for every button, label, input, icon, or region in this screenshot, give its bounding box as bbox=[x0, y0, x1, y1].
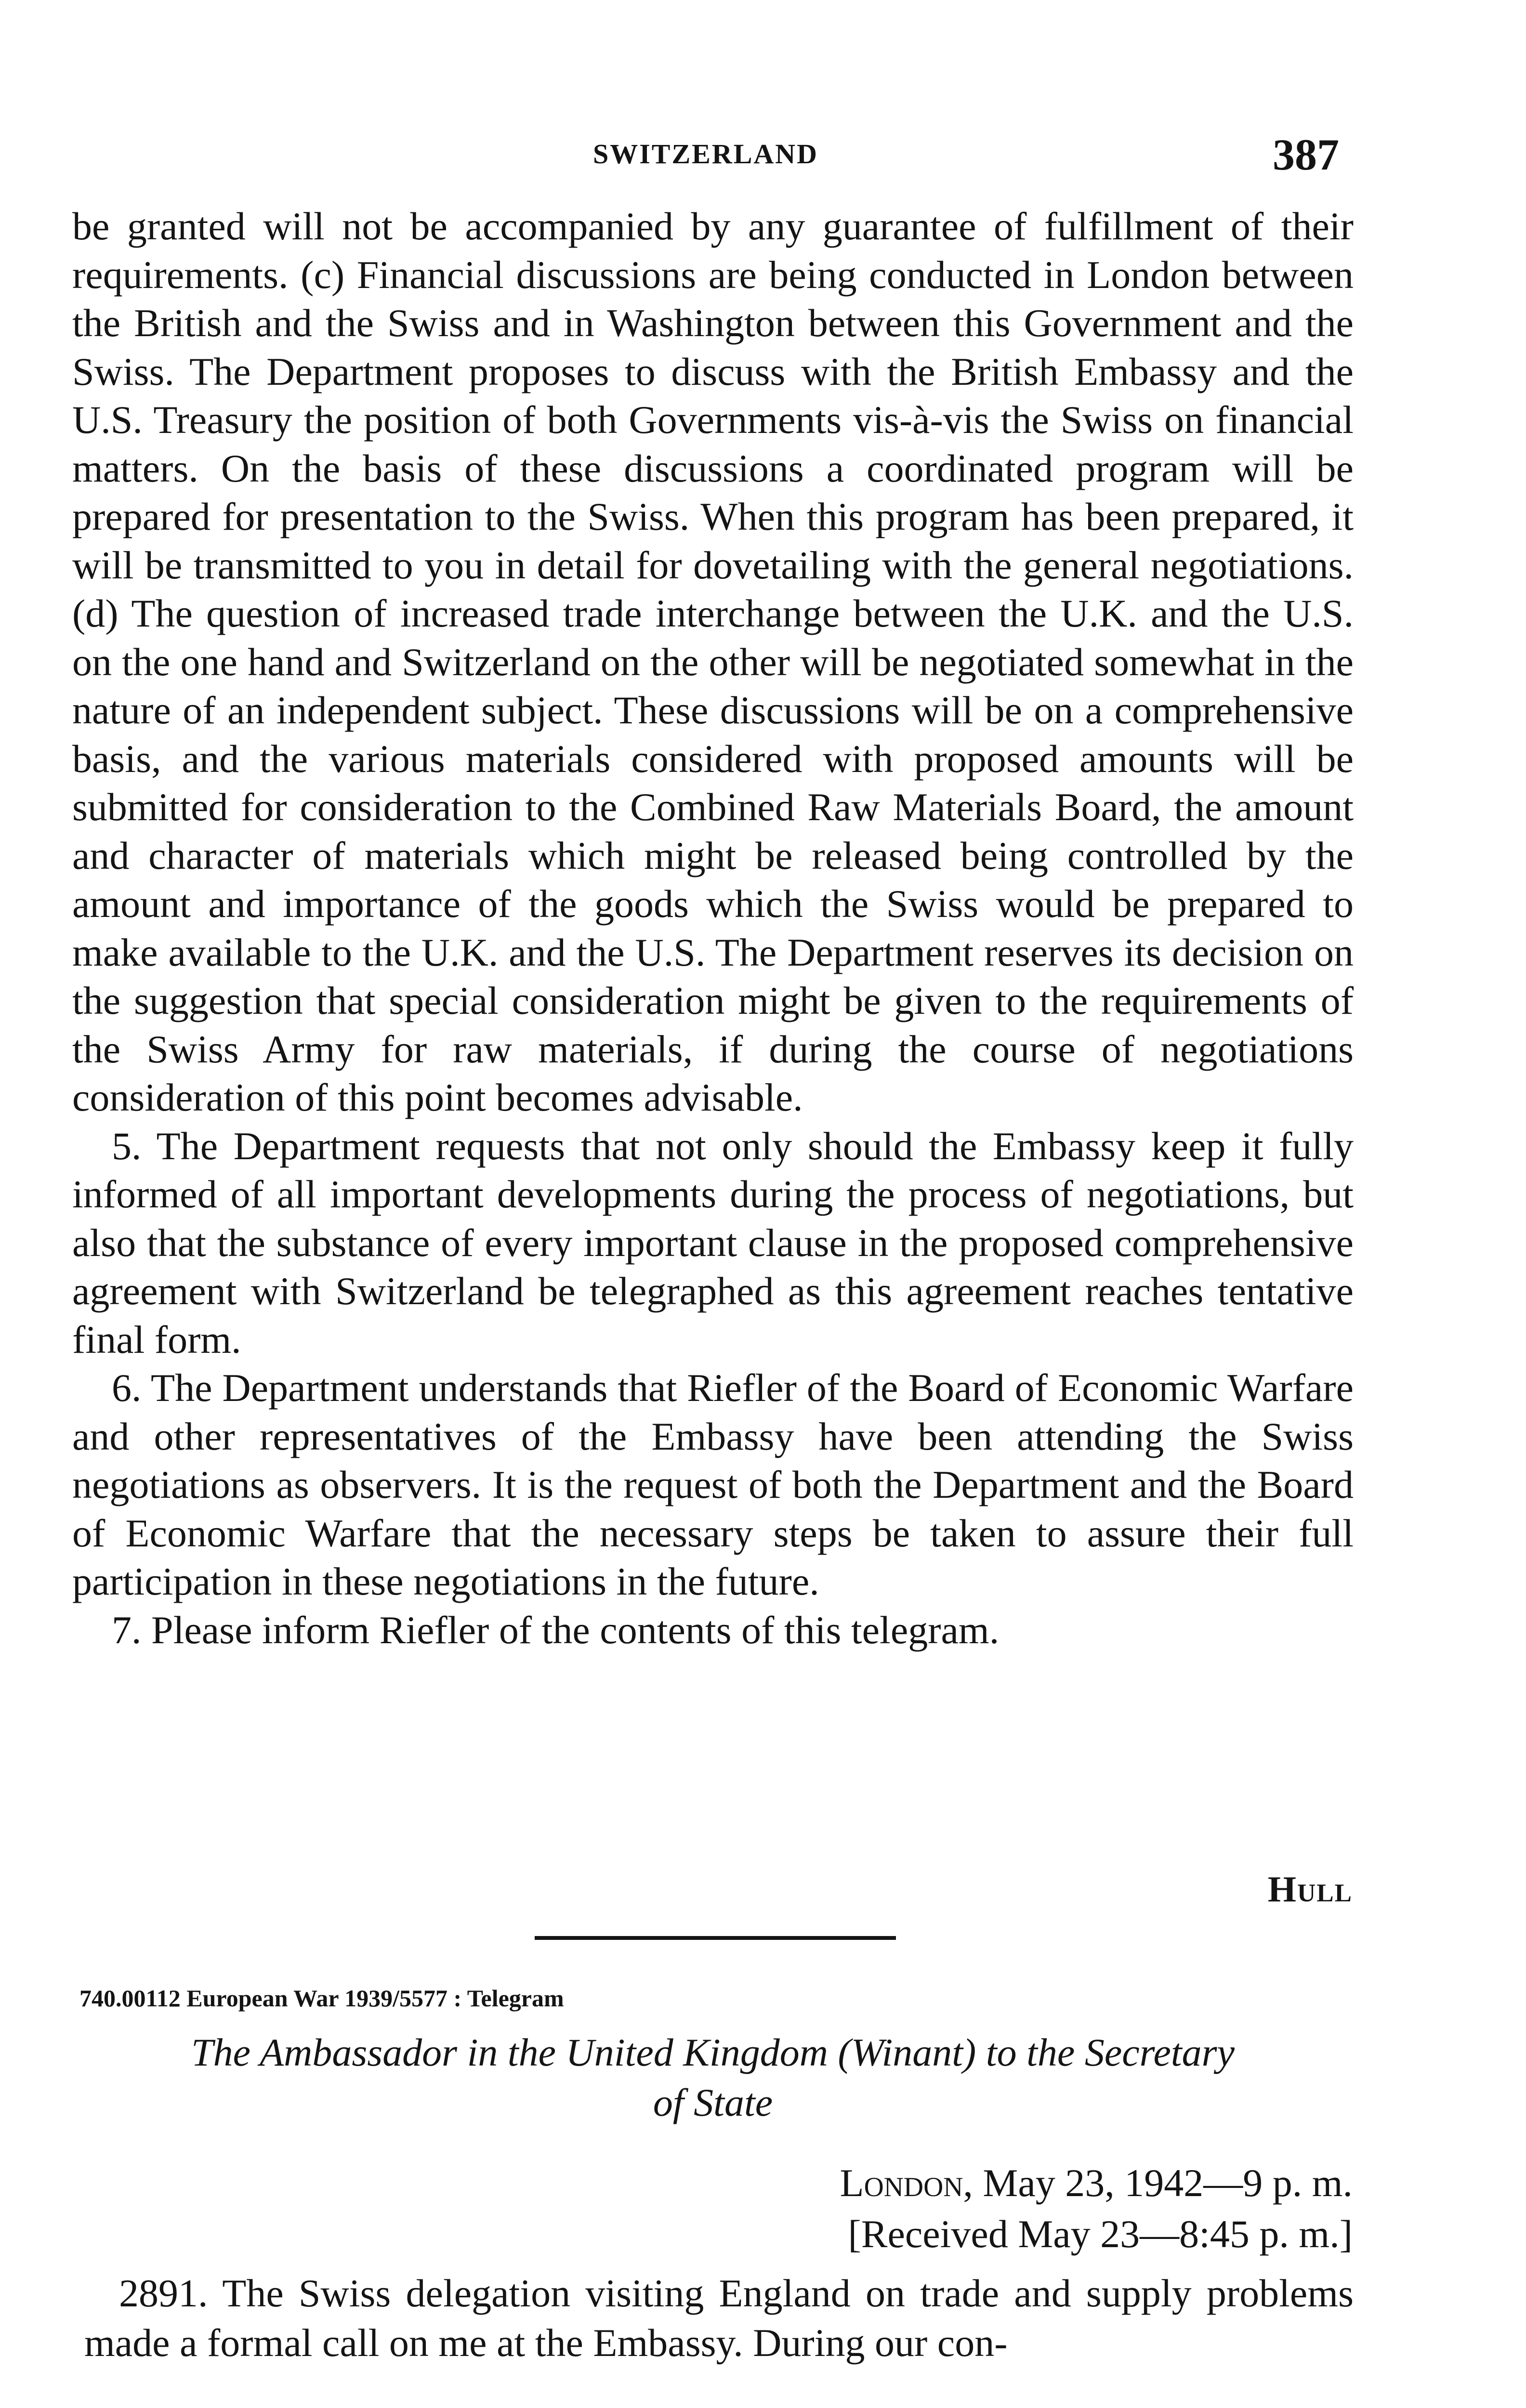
telegram-body bbox=[72, 202, 1354, 1654]
dateline-date: , May 23, 1942—9 p. m. bbox=[963, 2161, 1353, 2205]
signature: Hull bbox=[1267, 1869, 1353, 1910]
running-head bbox=[72, 129, 1339, 182]
dateline bbox=[840, 2158, 1353, 2260]
dateline-place: London bbox=[840, 2161, 963, 2205]
dateline-sent bbox=[840, 2158, 1353, 2209]
running-title: SWITZERLAND bbox=[592, 138, 819, 170]
dateline-received: [Received May 23—8:45 p. m.] bbox=[848, 2212, 1353, 2256]
paragraph-5: 5. The Department requests that not only should the Embassy keep it fully informed of all important developments during the process of negotiations, but also that the substance of every important clause in the proposed comprehensive agreement with Switzerland be telegraphed as this agreement reaches tentative final form. bbox=[72, 1124, 1354, 1361]
paragraph-2891: 2891. The Swiss delegation visiting England on trade and supply problems made a formal call on me at the Embassy. During our con- bbox=[84, 2271, 1354, 2365]
heading-line-1: The Ambassador in the United Kingdom (Winant) to the Secretary bbox=[191, 2030, 1235, 2074]
document-heading bbox=[72, 2028, 1354, 2128]
paragraph-continued: be granted will not be accompanied by any guarantee of fulfillment of their requirements. (c) Financial discussions are being conducted in London between the British and the Swiss and in Washington between this Government and the Swiss. The Department proposes to discuss with the British Embassy and the U.S. Treasury the position of both Governments vis-à-vis the Swiss on financial matters. On the basis of these discussions a coordinated program will be prepared for presentation to the Swiss. When this program has been prepared, it will be transmitted to you in detail for dovetailing with the general negotiations. (d) The question of increased trade interchange between the U.K. and the U.S. on the one hand and Switzerland on the other will be negotiated somewhat in the nature of an independent subject. These discussions will be on a comprehensive basis, and the various materials considered with proposed amounts will be submitted for consideration to the Combined Raw Materials Board, the amount and character of materials which might be released being controlled by the amount and importance of the goods which the Swiss would be prepared to make available to the U.K. and the U.S. The Department reserves its decision on the suggestion that special consideration might be given to the requirements of the Swiss Army for raw materials, if during the course of negotiations consideration of this point becomes advisable. bbox=[72, 204, 1354, 1119]
page-number: 387 bbox=[1273, 130, 1339, 179]
section-divider bbox=[535, 1936, 896, 1940]
paragraph-7: 7. Please inform Riefler of the contents of this telegram. bbox=[112, 1608, 1000, 1652]
heading-line-2: of State bbox=[653, 2081, 773, 2124]
paragraph-6: 6. The Department understands that Riefler of the Board of Economic Warfare and other representatives of the Embassy have been attending the Swiss negotiations as observers. It is the request of both the Department and the Board of Economic Warfare that the necessary steps be taken to assure their full participation in these negotiations in the future. bbox=[72, 1366, 1354, 1603]
file-reference: 740.00112 European War 1939/5577 : Telegram bbox=[79, 1985, 564, 2012]
next-document-body bbox=[84, 2268, 1354, 2368]
